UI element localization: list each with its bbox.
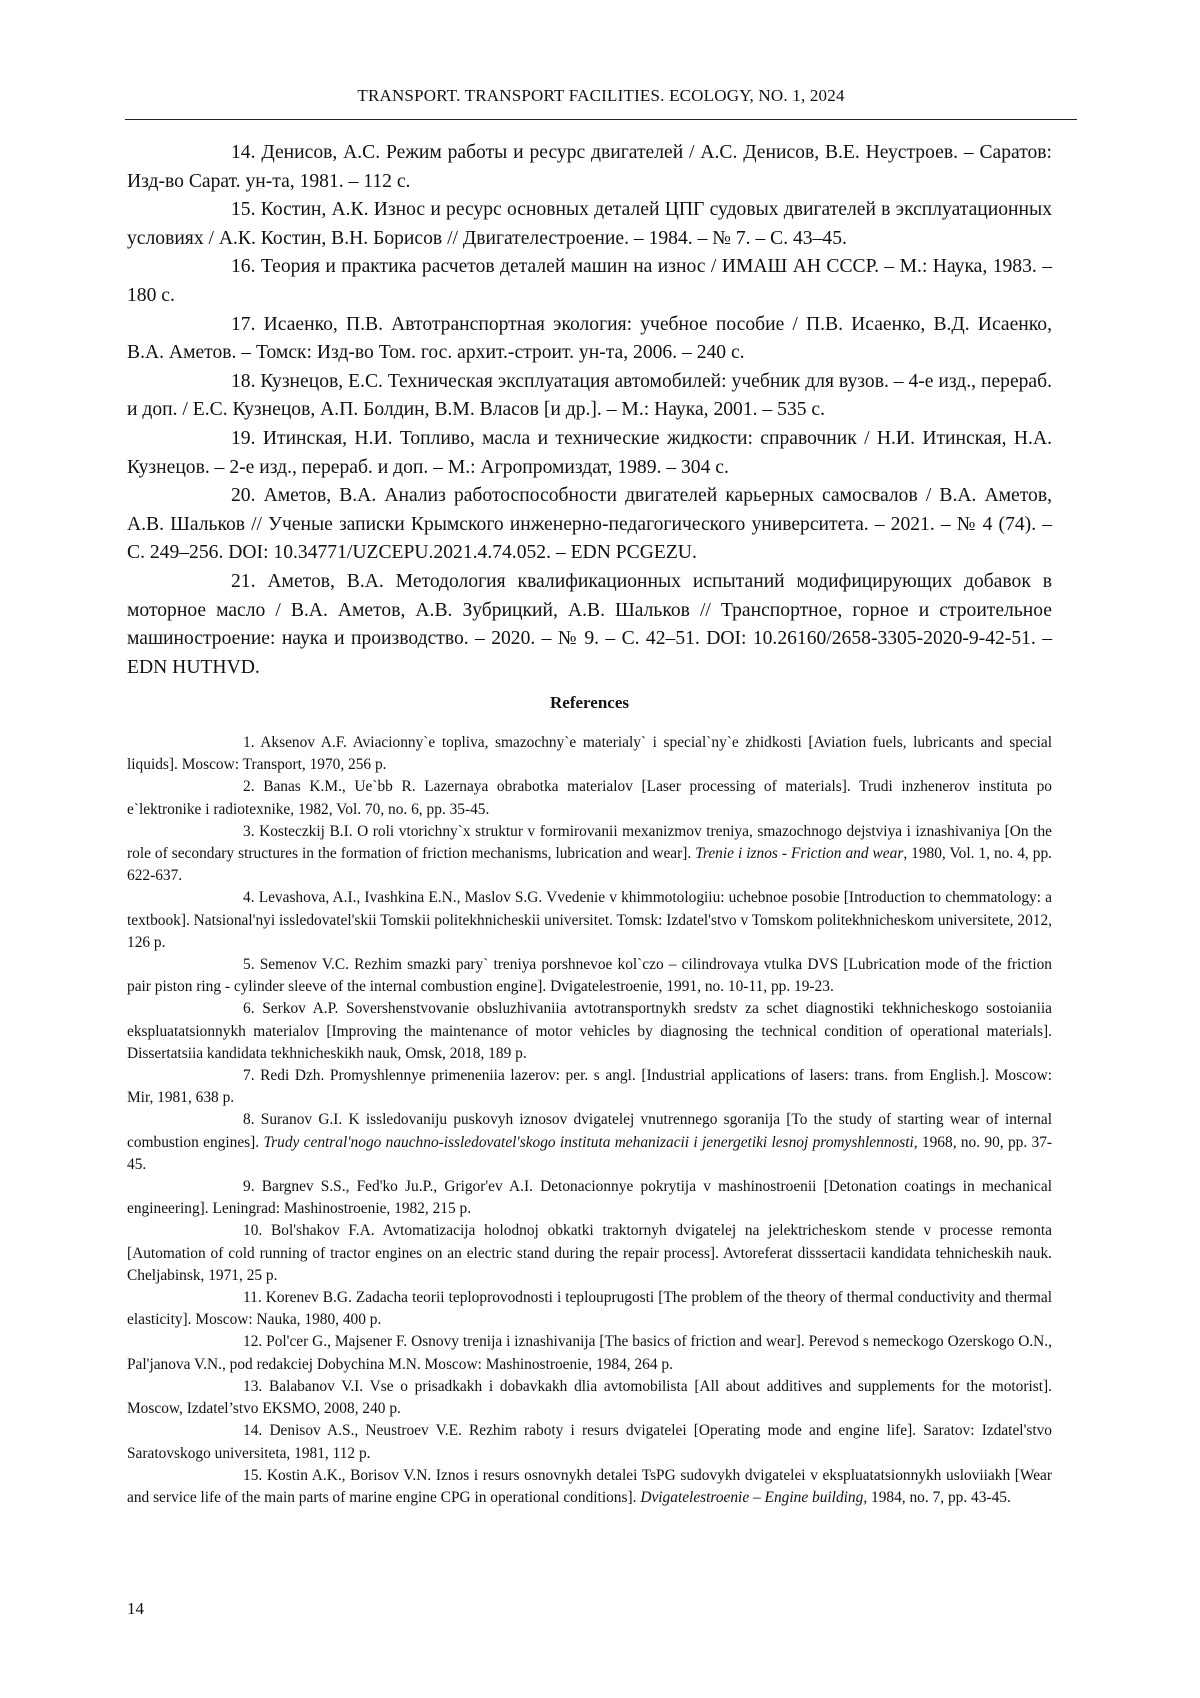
item-number: 11. bbox=[185, 1287, 262, 1309]
item-number: 3. bbox=[185, 821, 255, 843]
russian-reference-list bbox=[127, 139, 1052, 682]
list-item bbox=[127, 1331, 1052, 1375]
item-text: Banas K.M., Ue`bb R. Lazernaya obrabotka materialov [Laser processing of materials]. Trudi inzhenerov instituta po e`lektronike i radiotexnike, 1982, Vol. 70, no. 6, pp. 35-45. bbox=[127, 778, 1052, 817]
list-item bbox=[127, 1420, 1052, 1464]
running-header: TRANSPORT. TRANSPORT FACILITIES. ECOLOGY, NO. 1, 2024 bbox=[125, 86, 1077, 106]
list-item bbox=[127, 776, 1052, 820]
item-number: 13. bbox=[185, 1376, 262, 1398]
item-number: 14. bbox=[185, 1420, 262, 1442]
item-text: Pol'cer G., Majsener F. Osnovy trenija i iznashivanija [The basics of friction and wear]. Perevod s nemeckogo Ozerskogo O.N., Pal'janova V.N., pod redakciej Dobychina M.N. Moscow: Mashinostroenie, 1984, 264 p. bbox=[127, 1333, 1052, 1372]
item-number: 4. bbox=[185, 887, 255, 909]
list-item bbox=[127, 139, 1052, 196]
list-item bbox=[127, 821, 1052, 888]
item-text: Redi Dzh. Promyshlennye primeneniia lazerov: per. s angl. [Industrial applications of lasers: trans. from English.]. Moscow: Mir, 1981, 638 p. bbox=[127, 1067, 1052, 1106]
item-number: 15. bbox=[185, 1465, 262, 1487]
list-item bbox=[127, 1465, 1052, 1509]
item-number: 12. bbox=[185, 1331, 262, 1353]
list-item bbox=[127, 1065, 1052, 1109]
item-number: 20. bbox=[179, 482, 256, 511]
item-text: Kosteczkij B.I. O roli vtorichny`x struktur v formirovanii mexanizmov treniya, smazochnogo dejstviya i iznashivaniya [On the role of secondary structures in the formation of friction mechanisms, lubrication and wear]. bbox=[127, 823, 1052, 862]
list-item bbox=[127, 732, 1052, 776]
item-text: Suranov G.I. K issledovaniju puskovyh iznosov dvigatelej vnutrennego sgoranija [To the study of starting wear of internal combustion engines]. bbox=[127, 1111, 1052, 1150]
item-number: 7. bbox=[185, 1065, 255, 1087]
journal-title: Trudy central'nogo nauchno-issledovatel'skogo instituta mehanizacii i jenergetiki lesnoj promyshlennosti bbox=[263, 1134, 913, 1151]
list-item bbox=[127, 425, 1052, 482]
item-text: Костин, А.К. Износ и ресурс основных деталей ЦПГ судовых двигателей в эксплуатационных условиях / А.К. Костин, В.Н. Борисов // Двигателестроение. – 1984. – № 7. – С. 43–45. bbox=[127, 199, 1052, 249]
list-item bbox=[127, 1220, 1052, 1287]
item-text: Serkov A.P. Sovershenstvovanie obsluzhivaniia avtotransportnykh sredstv za schet diagnostiki tekhnicheskogo sostoianiia ekspluatatsionnykh materialov [Improving the maintenance of motor vehicles by diagnosing the technical condition of operational materials]. Dissertatsiia kandidata tekhnicheskikh nauk, Omsk, 2018, 189 p. bbox=[127, 1000, 1052, 1061]
item-number: 15. bbox=[179, 196, 256, 225]
item-text: Аметов, В.А. Анализ работоспособности двигателей карьерных самосвалов / В.А. Аметов, А.В. Шальков // Ученые записки Крымского инженерно-педагогического университета. – 2021. – № 4 (74). – С. 249–256. DOI: 10.34771/UZCEPU.2021.4.74.052. – EDN PCGEZU. bbox=[127, 485, 1052, 563]
item-number: 14. bbox=[179, 139, 256, 168]
list-item bbox=[127, 568, 1052, 682]
list-item bbox=[127, 253, 1052, 310]
item-text: Аметов, В.А. Методология квалификационных испытаний модифицирующих добавок в моторное масло / В.А. Аметов, А.В. Зубрицкий, А.В. Шальков // Транспортное, горное и строительное машиностроение: наука и производство. – 2020. – № 9. – С. 42–51. DOI: 10.26160/2658-3305-2020-9-42-51. – EDN HUTHVD. bbox=[127, 571, 1052, 678]
list-item bbox=[127, 1287, 1052, 1331]
item-text: Теория и практика расчетов деталей машин на износ / ИМАШ АН СССР. – М.: Наука, 1983. – 180 с. bbox=[127, 256, 1052, 306]
item-number: 19. bbox=[179, 425, 256, 454]
references-heading: References bbox=[127, 693, 1052, 713]
item-text-tail: , 1980, Vol. 1, no. 4, pp. 622-637. bbox=[127, 845, 1052, 884]
item-number: 17. bbox=[179, 311, 256, 340]
list-item bbox=[127, 1109, 1052, 1176]
item-text: Bol'shakov F.A. Avtomatizacija holodnoj obkatki traktornyh dvigatelej na jelektricheskom stende v processe remonta [Automation of cold running of tractor engines on an electric stand during the repair process]. Avtoreferat disssertacii kandidata tehnicheskih nauk. Cheljabinsk, 1971, 25 p. bbox=[127, 1222, 1052, 1283]
item-text: Денисов, А.С. Режим работы и ресурс двигателей / А.С. Денисов, В.Е. Неустроев. – Саратов: Изд-во Сарат. ун-та, 1981. – 112 с. bbox=[127, 142, 1052, 192]
item-text-tail: , 1968, no. 90, pp. 37-45. bbox=[127, 1134, 1052, 1173]
item-number: 16. bbox=[179, 253, 256, 282]
journal-title: Dvigatelestroenie – Engine building bbox=[640, 1489, 863, 1506]
item-number: 8. bbox=[185, 1109, 255, 1131]
list-item bbox=[127, 887, 1052, 954]
item-text-tail: , 1984, no. 7, pp. 43-45. bbox=[863, 1489, 1011, 1506]
item-number: 10. bbox=[185, 1220, 262, 1242]
document-page bbox=[0, 0, 1200, 1698]
list-item bbox=[127, 196, 1052, 253]
item-text: Итинская, Н.И. Топливо, масла и технические жидкости: справочник / Н.И. Итинская, Н.А. Кузнецов. – 2-е изд., перераб. и доп. – М.: Агропромиздат, 1989. – 304 с. bbox=[127, 428, 1052, 478]
item-text: Balabanov V.I. Vse o prisadkakh i dobavkakh dlia avtomobilista [All about additives and supplements for the motorist]. Moscow, Izdatel’stvo EKSMO, 2008, 240 p. bbox=[127, 1378, 1052, 1417]
item-text: Bargnev S.S., Fed'ko Ju.P., Grigor'ev A.I. Detonacionnye pokrytija v mashinostroenii [Detonation coatings in mechanical engineering]. Leningrad: Mashinostroenie, 1982, 215 p. bbox=[127, 1178, 1052, 1217]
item-text: Исаенко, П.В. Автотранспортная экология: учебное пособие / П.В. Исаенко, В.Д. Исаенко, В.А. Аметов. – Томск: Изд-во Том. гос. архит.-строит. ун-та, 2006. – 240 с. bbox=[127, 314, 1052, 364]
item-text: Aksenov A.F. Aviacionny`e topliva, smazochny`e materialy` i special`ny`e zhidkosti [Aviation fuels, lubricants and special liquids]. Moscow: Transport, 1970, 256 p. bbox=[127, 734, 1052, 773]
item-text: Levashova, A.I., Ivashkina E.N., Maslov S.G. Vvedenie v khimmotologiiu: uchebnoe posobie [Introduction to chemmatology: a textbook]. Natsional'nyi issledovatel'skii Tomskii politekhnicheskii universitet. Tomsk: Izdatel'stvo v Tomskom politekhnicheskom universitete, 2012, 126 p. bbox=[127, 889, 1052, 950]
header-divider bbox=[125, 119, 1077, 120]
item-number: 5. bbox=[185, 954, 255, 976]
list-item bbox=[127, 1176, 1052, 1220]
item-text: Кузнецов, Е.С. Техническая эксплуатация автомобилей: учебник для вузов. – 4-е изд., перераб. и доп. / Е.С. Кузнецов, А.П. Болдин, В.М. Власов [и др.]. – М.: Наука, 2001. – 535 с. bbox=[127, 371, 1052, 421]
item-text: Denisov A.S., Neustroev V.E. Rezhim raboty i resurs dvigatelei [Operating mode and engine life]. Saratov: Izdatel'stvo Saratovskogo universiteta, 1981, 112 p. bbox=[127, 1422, 1052, 1461]
list-item bbox=[127, 368, 1052, 425]
page-number: 14 bbox=[127, 1599, 144, 1619]
item-number: 6. bbox=[185, 998, 255, 1020]
item-number: 2. bbox=[185, 776, 255, 798]
item-text: Kostin A.K., Borisov V.N. Iznos i resurs osnovnykh detalei TsPG sudovykh dvigatelei v ekspluatatsionnykh usloviiakh [Wear and service life of the main parts of marine engine CPG in operational conditions]. bbox=[127, 1467, 1052, 1506]
list-item bbox=[127, 998, 1052, 1065]
list-item bbox=[127, 311, 1052, 368]
list-item bbox=[127, 954, 1052, 998]
english-reference-list bbox=[127, 732, 1052, 1509]
item-number: 9. bbox=[185, 1176, 255, 1198]
item-number: 18. bbox=[179, 368, 256, 397]
item-number: 21. bbox=[179, 568, 256, 597]
item-number: 1. bbox=[185, 732, 255, 754]
item-text: Semenov V.C. Rezhim smazki pary` treniya porshnevoe kol`czo – cilindrovaya vtulka DVS [Lubrication mode of the friction pair piston ring - cylinder sleeve of the internal combustion engine]. Dvigatelestroenie, 1991, no. 10-11, pp. 19-23. bbox=[127, 956, 1052, 995]
list-item bbox=[127, 1376, 1052, 1420]
list-item bbox=[127, 482, 1052, 568]
item-text: Korenev B.G. Zadacha teorii teploprovodnosti i teplouprugosti [The problem of the theory of thermal conductivity and thermal elasticity]. Moscow: Nauka, 1980, 400 p. bbox=[127, 1289, 1052, 1328]
journal-title: Trenie i iznos - Friction and wear bbox=[695, 845, 903, 862]
